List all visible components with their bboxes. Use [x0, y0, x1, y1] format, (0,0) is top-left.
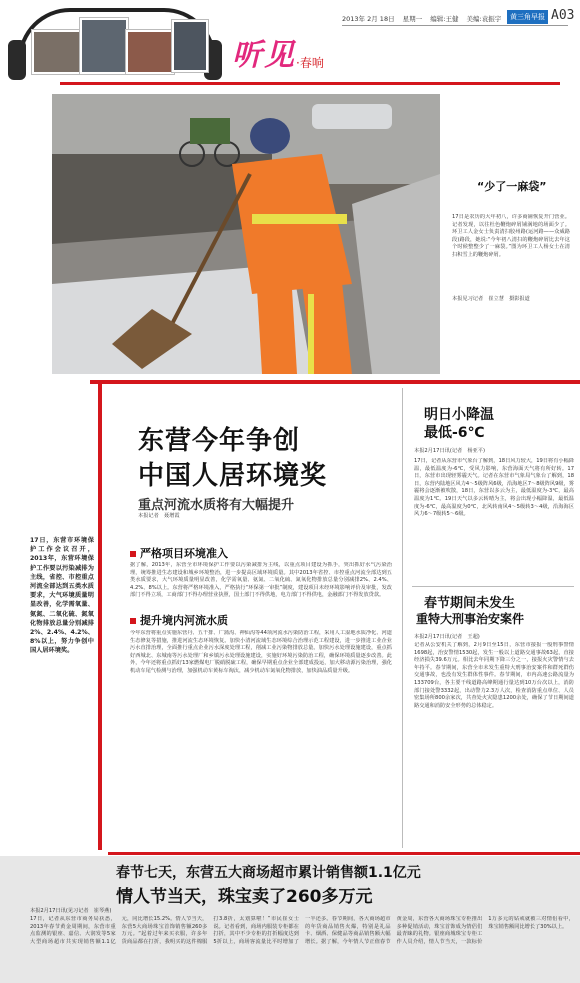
weather-headline-line1: 明日小降温 — [424, 407, 494, 423]
page-number: A03 — [551, 8, 575, 23]
street-sweeper-photo — [52, 94, 440, 374]
masthead-info — [342, 14, 501, 23]
section-heading — [130, 612, 228, 628]
weather-byline: 本报2月17日讯(记者 杨亚平) — [414, 448, 486, 454]
masthead-rule — [342, 25, 568, 26]
photo-story-body: 17日是农历的大年初八，许多商铺恢复开门营业。记者发现，以往杜色鞭炮碎屑铺满地的场面少了。环卫工人金女士负责清扫胶州路(运河路——众威路段)路段，她说:“今年初八清扫的鞭炮碎屑比去年这个时候整整少了一麻袋。”图为环卫工人杨女士在清扫积雪上的鞭炮碎屑。 — [452, 214, 570, 258]
lead-photo — [52, 94, 440, 374]
editor-credit: 编辑:王健 — [430, 15, 459, 23]
security-headline-line1: 春节期间未发生 — [424, 596, 516, 611]
shopping-headline-line2: 情人节当天，珠宝卖了260多万元 — [116, 887, 373, 907]
weather-body: 17日，记者从东营市气象台了解到，18日风力较大，19日将有小幅降温，最低温度为-6℃，受风力影响，东营海面天气将有所好转。17日，东营市出现轻雾霾天气。记者在东营市气象局气象台了解到，18日，东营内陆地区风力4～5级阵风6级，沿海地区7～8级阵风9级，雾霾将会逐渐被吹散，18日，东营以多云为主，最低温度为-3℃，最高温度为1℃。19日天气以多云转晴为主，将会出现小幅降温，最低温度为-6℃，最高温度为0℃，北风转南风4～5级转3～4级，沿海海区风力6～7级转5～6级。 — [414, 458, 574, 518]
issue-date: 2013年 2月 18日 — [342, 15, 395, 23]
security-divider — [412, 586, 574, 587]
designer-credit: 美编:袁振宇 — [466, 15, 502, 23]
shopping-body: 17日，记者从东营市商务局获悉，2013年春节黄金周期间，东营市重点监测的银座、嘉信、大润发等5家大型商场超市共实现销售额1.1亿元，同比增长15.2%。情人节当天，东营5大商场珠宝首饰销售额260多万元。“起着过年来买衣服，许多年货商品都在打折，我明买的这件棉服打3.8折，太划算啦！”市民崔女士说。记者看到，商场内服装专柜都在打折，其中不少专柜的打折幅度达到5折以上，商场客流量比平时增加了一半还多。春节期间，各大商场超市的年货商品销售火爆，特别是礼品卡、烟酒、保健品等商品销售额大幅增长。据了解，今年情人节正值春节黄金周，东营各大商场珠宝专柜推出多种促销活动，珠宝首饰成为情侣们最青睐的礼物。银座商城珠宝专柜工作人员介绍，情人节当天，一款标价1万多元的钻戒就被三对情侣看中，珠宝销售额同比增长了30%以上。 — [30, 916, 574, 945]
issue-weekday: 星期一 — [402, 15, 423, 23]
main-headline-line2: 中国人居环境奖 — [138, 461, 328, 491]
thumbnail-photo — [32, 30, 82, 74]
column-rule — [402, 388, 403, 848]
red-rule — [90, 380, 580, 384]
lead-text: 17日，东营市环境保护工作会议召开，2013年，东营环境保护工作要以污染减排为主线，省控、市控重点河流全部达到五类水质要求，大气环境质量明显改善，化学需氧量、氨氮、二氧化硫、氮氧化物排放总量分别减排2%、2.4%、4.2%、8%以上，努力争创中国人居环境奖。 — [30, 537, 94, 655]
weather-headline-line2: 最低-6℃ — [424, 425, 485, 441]
headphone-left-ear-icon — [8, 40, 26, 80]
red-rule — [108, 852, 580, 855]
main-subhead: 重点河流水质将有大幅提升 — [138, 498, 295, 513]
masthead — [0, 0, 580, 88]
bullet-square-icon — [130, 618, 136, 624]
shopping-headline-line1: 春节七天，东营五大商场超市累计销售额1.1亿元 — [116, 865, 421, 881]
section-heading — [130, 545, 228, 561]
section-heading-text: 提升境内河流水质 — [140, 614, 228, 627]
photo-story-title: “少了一麻袋” — [477, 180, 547, 193]
lead-box — [30, 536, 94, 726]
section-body: 今年东营将重点实施东营丹、五干排、广蒲沟、神仙沟等44项河流水污染防治工程，采用人工湿地水质净化、河道生态修复等措施，推进河流生态环境恢复。加快小清河流域生态环境综合治理示范工程建设，进一步推进工业企业污水直排治理，全面推行重点企业污水深度处理工程，削减工业污染物排放总量。加快污水处理设施建设，重点抓好西城北、东城南等污水处理厂和乡镇污水处理设施建设，实施好环境污染防治工程，确保环境质量逐步改善。此外，今年还将重点抓好13家燃煤电厂脱硝脱硫工程，确保早期重点企业全部建成投运，加大移动源污染治理，强化机动车尾气检测与治理，加强机动车黄标车淘汰，减少机动车氮氧化物排放，加快油品质量升级。 — [130, 630, 392, 674]
shopping-byline: 本报2月17日讯(见习记者 崔琴燕) — [30, 908, 112, 914]
thumbnail-photo — [126, 30, 174, 74]
main-byline: 本报记者 聂增霞 — [138, 513, 180, 519]
thumbnail-photo — [172, 20, 208, 72]
brand-logo: 黄三角早报 — [507, 10, 548, 24]
security-headline-line2: 重特大刑事治安案件 — [416, 612, 525, 626]
red-rule — [98, 380, 102, 850]
section-heading-text: 严格项目环境准入 — [140, 547, 228, 560]
bullet-square-icon — [130, 551, 136, 557]
main-headline-line1: 东营今年争创 — [138, 426, 301, 456]
security-body: 记者从公安机关了解到，2月9日至15日，东营市接报一般刑事警情1698起，治安警情1530起，发生一般以上道路交通事故63起，直接经济损失39.6万元。相比去年同期下降三分之一，接报火灾警情与去年持平。春节期间，东营全市未发生重特大刑事治安案件和群死群伤交通事故，也没有发生群体性事件。春节期间，市内高速公路流量为133709台，各主要干线道路高峰期通行量达到10万台次以上，消防部门接处警3332起，出动警力2.3万人次，检查消防重点单位、人员密集场所800余家次，共查处火灾隐患1200余处，确保了节日期间道路交通和消防安全形势的总体稳定。 — [414, 642, 574, 709]
thumbnail-photo — [80, 18, 128, 74]
photo-story-credit: 本报见习记者 崔立慧 摄影报道 — [452, 296, 530, 302]
section-subtitle: ·春响 — [296, 56, 324, 70]
red-rule — [60, 82, 560, 85]
security-byline: 本报2月17日讯(记者 王超) — [414, 634, 480, 640]
section-body: 据了解，2013年，东营全市环境保护工作要以污染减排为主线，以重点项目建设为抓手，突出抓好水气污染治理，统筹推进生态建设和城乡环境整治，进一步提高区域环境质量。其中2013年省控、市控重点河流全部达到五类水质要求，大气环境质量明显改善，化学需氧量、氨氮、二氧化硫、氮氧化物排放总量分别减排2%、2.4%、4.2%、8%以上。东营将严格环境准入，严格执行“环保第一审批”制度，建设项目未经环境影响评价及审批，发改部门不得立项，工商部门不得办理营业执照，国土部门不得供地，电力部门不得供电，金融部门不得发放贷款。 — [130, 562, 392, 599]
section-title: 听见 — [232, 38, 296, 73]
